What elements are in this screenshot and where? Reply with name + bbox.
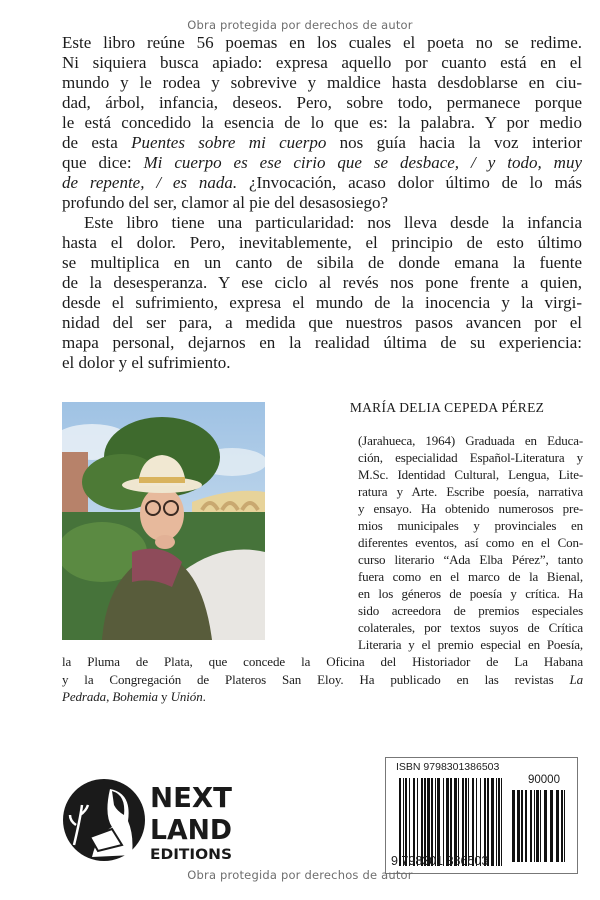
barcode-bar (403, 778, 404, 866)
book-title-italic: Puentes sobre mi cuerpo (131, 133, 327, 152)
bio-line (62, 688, 583, 706)
text-line (62, 133, 582, 153)
text-line: hasta el dolor. Pero, inevitablemente, el principio de esto último (62, 233, 582, 252)
text-line: mapa personal, dejarnos en la realidad última de su experiencia: (62, 333, 582, 352)
text-line: de la desesperanza. Y ese ciclo al revés nos pone frente a quien, (62, 273, 582, 292)
barcode-bar (501, 778, 502, 866)
barcode-bar (496, 778, 497, 866)
barcode-bar (437, 778, 440, 866)
bio-line: la Pluma de Plata, que concede la Oficina del Historiador de La Habana (62, 654, 583, 669)
bio-line: ratura y Arte. Escribe poesía, narrativa (358, 484, 583, 499)
isbn-label: ISBN 9798301386503 (396, 761, 500, 773)
bio-line: (Jarahueca, 1964) Graduada en Educa- (358, 433, 583, 448)
text-line (62, 173, 582, 193)
text-line: profundo del ser, clamor al pie del desasosiego? (62, 193, 388, 212)
bio-line: diferentes eventos, así como en el Con- (358, 535, 583, 550)
intro-text (62, 33, 582, 373)
text-segment: nos guía hacia la voz interior (326, 133, 582, 152)
text-segment: , (106, 689, 113, 704)
text-line: se multiplica en un canto de sibila de donde emana la fuente (62, 253, 582, 272)
bio-line: M.Sc. Identidad Cultural, Lengua, Lite- (358, 467, 583, 482)
barcode-bar (476, 778, 477, 866)
barcode-bar (468, 778, 469, 866)
barcode-bar (427, 778, 430, 866)
barcode-bar (435, 778, 436, 866)
text-line: el dolor y el sufrimiento. (62, 353, 231, 372)
barcode-bar (517, 790, 520, 862)
barcode-bar (417, 778, 418, 866)
barcode-bar (521, 790, 523, 862)
text-segment: y la Congregación de Plateros San Eloy. Ha publicado en las revistas (62, 671, 570, 687)
barcode-bar (487, 778, 489, 866)
quote-italic: de repente, / es nada. (62, 173, 238, 192)
isbn-digits: 9 798301 386503 (391, 854, 489, 868)
barcode-bar (491, 778, 494, 866)
barcode-bar (498, 778, 500, 866)
barcode-bar (556, 790, 559, 862)
quote-italic: Mi cuerpo es ese cirio que se desbace, / y todo, muy (143, 153, 582, 172)
text-line: Este libro reúne 56 poemas en los cuales el poeta no se redime. (62, 33, 582, 52)
text-line: nidad del ser para, a medida que nuestros pasos avancen por el (62, 313, 582, 332)
barcode-bar (462, 778, 464, 866)
copyright-watermark-bottom: Obra protegida por derechos de autor (187, 868, 413, 882)
barcode-bar (480, 778, 481, 866)
barcode-bar (550, 790, 553, 862)
barcode-bar (446, 778, 449, 866)
barcode-bar (443, 778, 444, 866)
barcode-bar (525, 790, 527, 862)
barcode-bar (534, 790, 535, 862)
barcode-bar (544, 790, 547, 862)
barcode-bar (399, 778, 401, 866)
text-line (62, 153, 582, 173)
magazine-italic: Unión (170, 689, 203, 704)
bio-line: y ensayo. Ha obtenido numerosos pre- (358, 501, 583, 516)
text-segment: y (157, 689, 171, 704)
bio-line: en los géneros de poesía y crítica. Ha (358, 586, 583, 601)
text-line: Este libro tiene una particularidad: nos lleva desde la infancia (84, 213, 582, 232)
text-line: le está concedido la esencia de lo que es: la palabra. Y por medio (62, 113, 582, 132)
author-photo (62, 402, 265, 640)
barcode-bar (512, 790, 515, 862)
bio-line: Literaria y el premio especial en Poesía, (358, 637, 583, 652)
text-line: Ni siquiera busca apiado: expresa aquello por cuanto está en el (62, 53, 582, 72)
barcode-bar (409, 778, 410, 866)
barcode-bar (421, 778, 423, 866)
author-bio (358, 432, 583, 653)
isbn-barcode (385, 757, 578, 874)
barcode-bar (540, 790, 541, 862)
barcode-bar (431, 778, 433, 866)
bio-line: fuera como en el marco de la Bienal, (358, 569, 583, 584)
copyright-watermark-top: Obra protegida por derechos de autor (187, 18, 413, 32)
barcode-bar (564, 790, 565, 862)
magazine-italic: La (569, 671, 583, 687)
text-segment: ¿Invocación, acaso dolor último de lo más (237, 173, 583, 192)
barcode-bar (450, 778, 452, 866)
barcode-bar (413, 778, 415, 866)
text-line: mundo y le rodea y sobrevive y maldice hasta desdoblarse en ciu- (62, 73, 582, 92)
svg-text:NEXT: NEXT (150, 781, 232, 814)
text-segment: que dice: (62, 153, 144, 172)
bio-line: curso literario “Ada Elba Pérez”, tanto (358, 552, 583, 567)
barcode-bar (458, 778, 459, 866)
barcode-bar (472, 778, 474, 866)
author-name: MARÍA DELIA CEPEDA PÉREZ (349, 400, 545, 415)
barcode-bar (536, 790, 539, 862)
publisher-logo (62, 775, 237, 865)
price-code: 90000 (528, 774, 560, 786)
text-line: desde el sufrimiento, expresa el mundo de la inocencia y la virgi- (62, 293, 582, 312)
svg-text:LAND: LAND (150, 813, 232, 846)
barcode-bar (424, 778, 426, 866)
text-segment: de esta (62, 133, 132, 152)
barcode-bar (454, 778, 457, 866)
author-bio-continued (62, 653, 583, 706)
svg-text:EDITIONS: EDITIONS (150, 847, 232, 863)
bio-line: mios municipales y provinciales en (358, 518, 583, 533)
bio-line (62, 671, 583, 689)
barcode-bar (484, 778, 486, 866)
bio-line: sido acreedora de premios especiales (358, 603, 583, 618)
bio-line: ción, especialidad Español-Literatura y (358, 450, 583, 465)
barcode-bar (530, 790, 532, 862)
text-segment: . (202, 689, 206, 704)
magazine-italic: Bohemia (112, 689, 158, 704)
magazine-italic: Pedrada (62, 689, 107, 704)
barcode-bar (405, 778, 407, 866)
barcode-bar (465, 778, 467, 866)
bio-line: colaterales, por textos suyos de Crítica (358, 620, 583, 635)
text-line: dad, árbol, infancia, deseos. Pero, sobre todo, permanece porque (62, 93, 582, 112)
barcode-bar (561, 790, 563, 862)
